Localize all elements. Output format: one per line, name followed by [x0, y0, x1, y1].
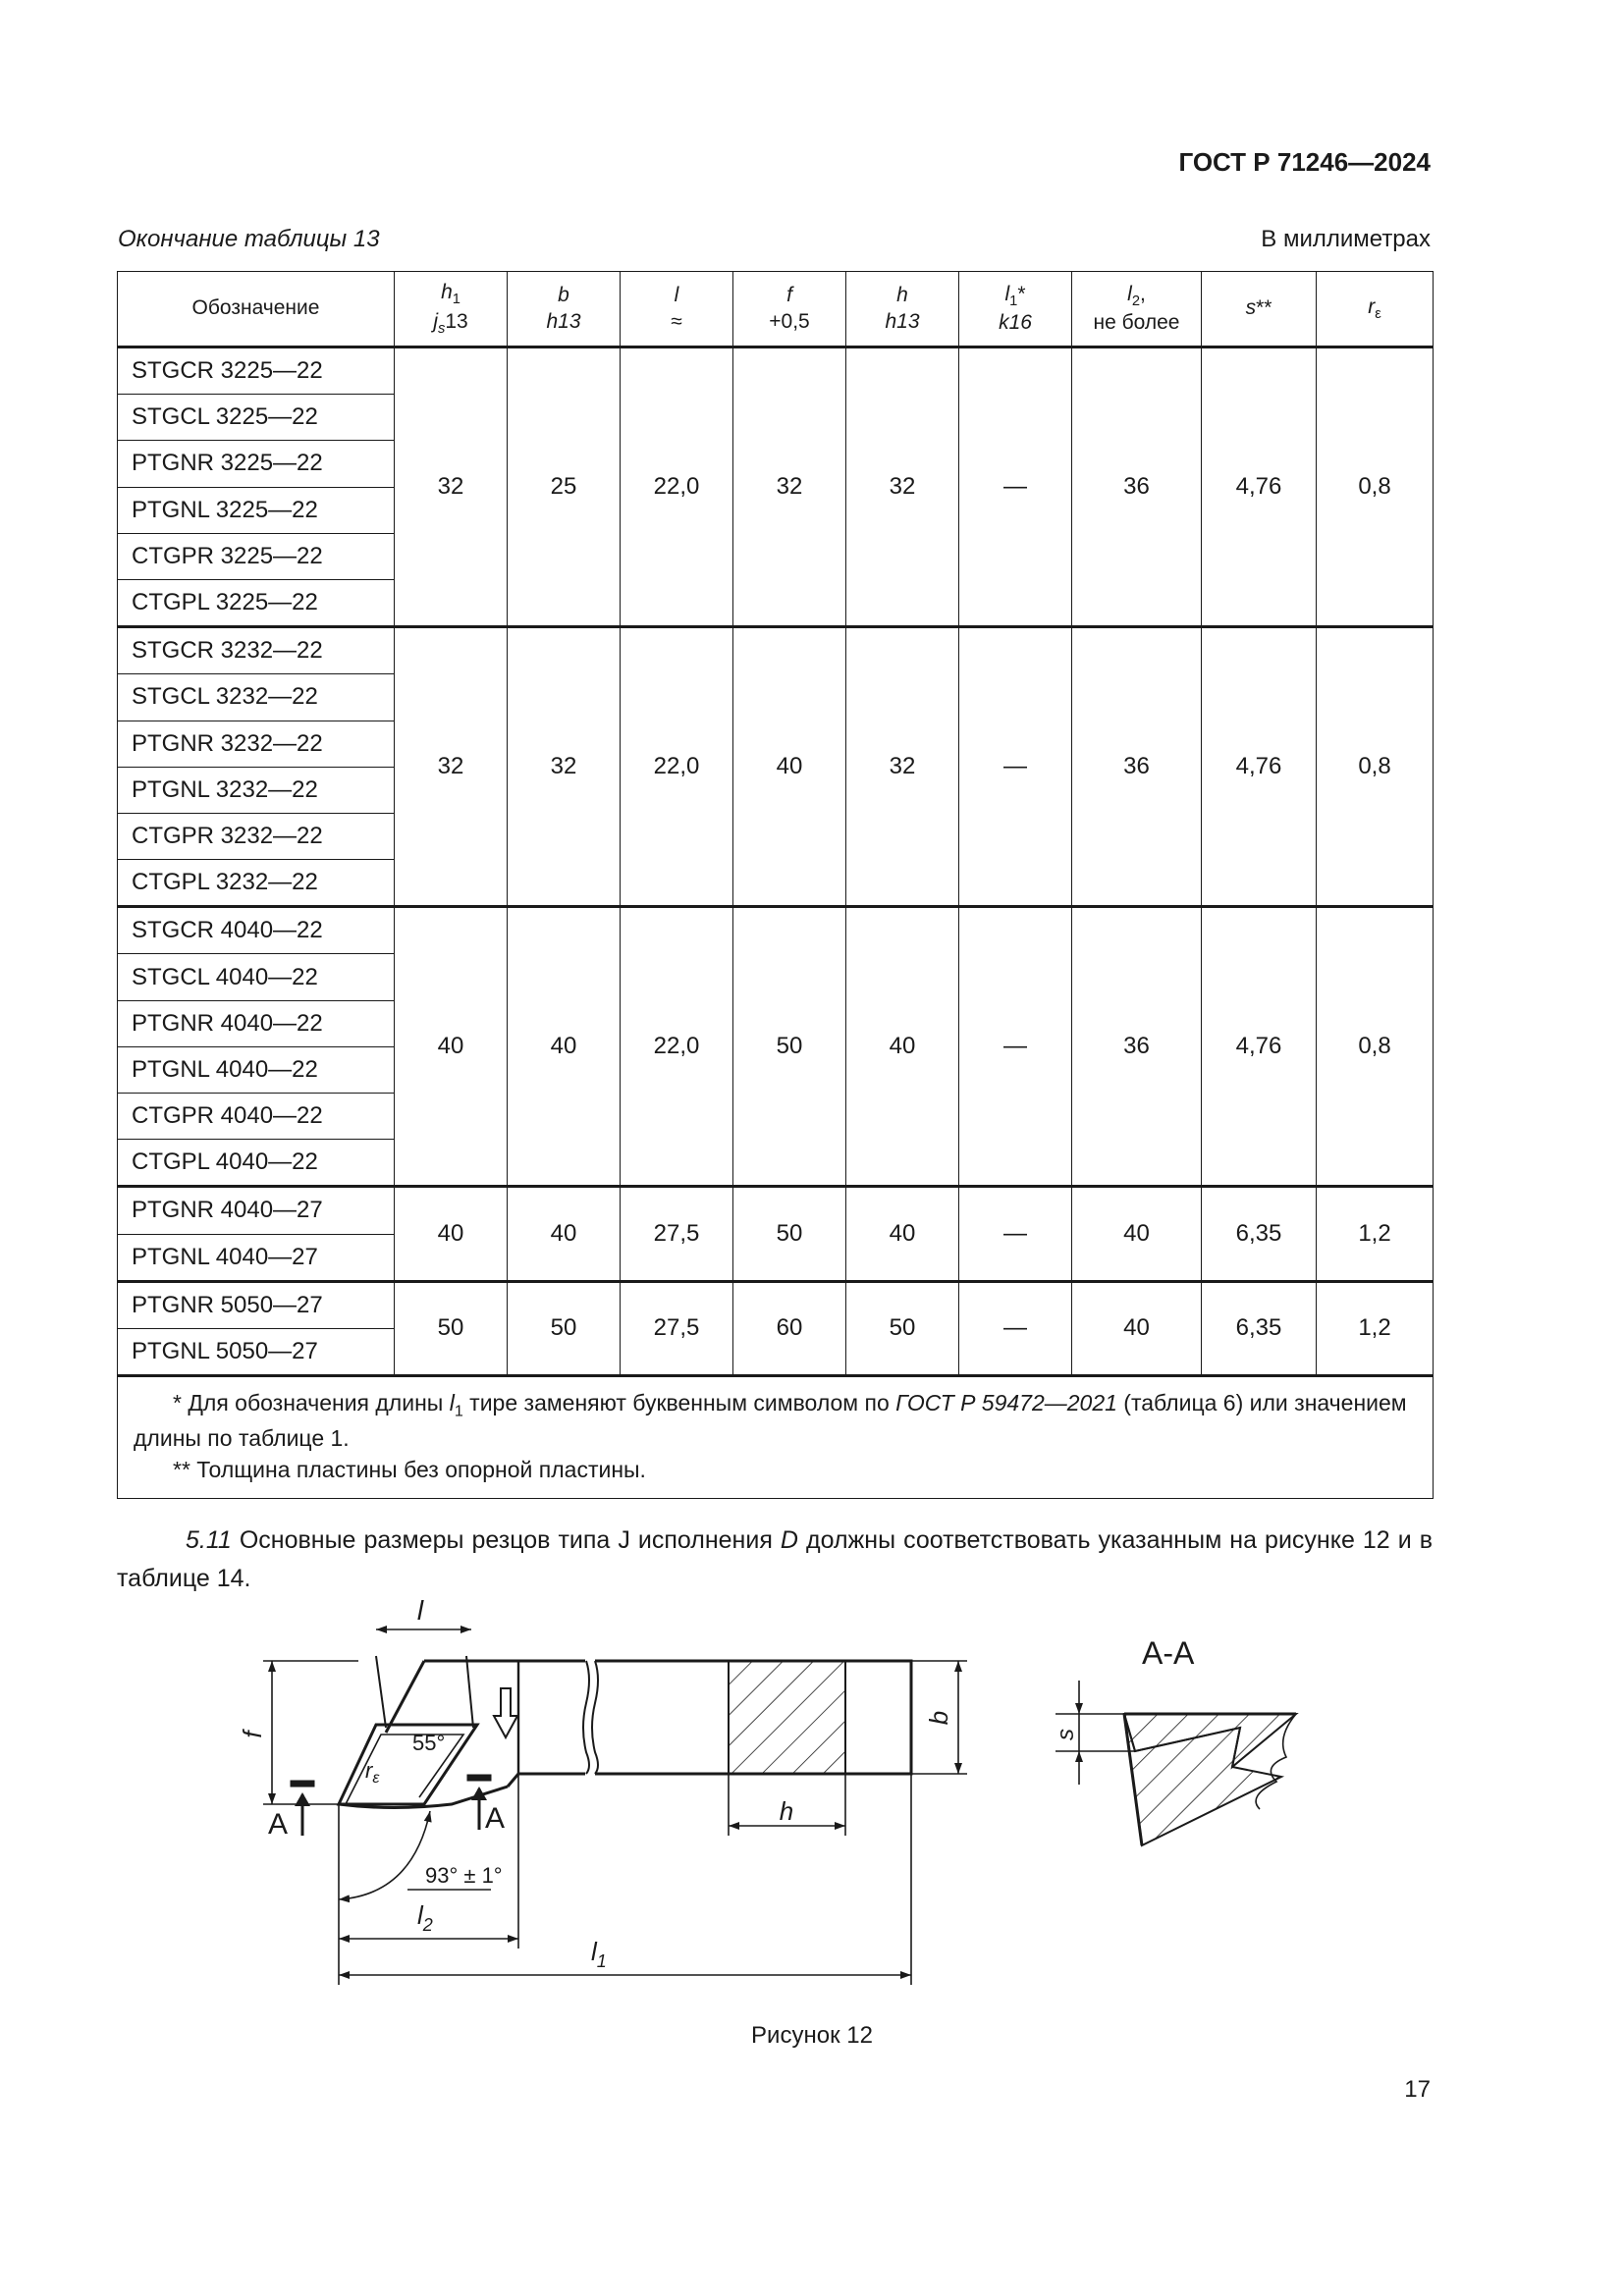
value-cell: 36 — [1072, 627, 1202, 907]
col-header-h: h h13 — [846, 272, 959, 347]
value-cell: 32 — [395, 347, 508, 627]
label-r-epsilon: $r_\varepsilon$ — [365, 1758, 380, 1787]
col-header-h1: $h_1$ $j_s13$ — [395, 272, 508, 347]
designation-cell: PTGNL 4040—22 — [118, 1046, 395, 1093]
designation-cell: PTGNL 3232—22 — [118, 767, 395, 813]
value-cell: 1,2 — [1317, 1281, 1434, 1375]
label-l: l — [416, 1595, 424, 1626]
col-header-s: s** — [1202, 272, 1317, 347]
value-cell: — — [959, 907, 1072, 1187]
value-cell: 6,35 — [1202, 1187, 1317, 1281]
designation-cell: STGCR 4040—22 — [118, 907, 395, 954]
document-code: ГОСТ Р 71246—2024 — [1178, 147, 1431, 177]
designation-cell: CTGPR 3232—22 — [118, 813, 395, 859]
designation-cell: STGCR 3232—22 — [118, 627, 395, 674]
label-cut-right: A — [485, 1802, 506, 1835]
value-cell: 50 — [733, 1187, 846, 1281]
label-s: s — [1053, 1729, 1079, 1740]
value-cell: — — [959, 347, 1072, 627]
value-cell: 60 — [733, 1281, 846, 1375]
value-cell: 32 — [846, 627, 959, 907]
label-angle-55: 55° — [412, 1731, 446, 1755]
designation-cell: PTGNR 3232—22 — [118, 721, 395, 767]
figure-caption: Рисунок 12 — [751, 2022, 873, 2049]
value-cell: 50 — [395, 1281, 508, 1375]
value-cell: 40 — [395, 1187, 508, 1281]
value-cell: 40 — [846, 1187, 959, 1281]
section-a-a-drawing — [1124, 1714, 1296, 1845]
value-cell: — — [959, 1187, 1072, 1281]
label-b: b — [924, 1710, 953, 1726]
value-cell: — — [959, 627, 1072, 907]
value-cell: 40 — [733, 627, 846, 907]
hatched-section — [729, 1661, 845, 1774]
page-number: 17 — [1404, 2076, 1431, 2103]
designation-cell: CTGPL 3232—22 — [118, 860, 395, 907]
col-header-b: b h13 — [508, 272, 621, 347]
designation-cell: STGCL 4040—22 — [118, 954, 395, 1000]
value-cell: 32 — [395, 627, 508, 907]
footnote-2: ** Толщина пластины без опорной пластины. — [173, 1457, 646, 1483]
value-cell: 32 — [733, 347, 846, 627]
value-cell: 25 — [508, 347, 621, 627]
label-l2: $l_2$ — [417, 1900, 433, 1935]
label-h: h — [779, 1796, 794, 1826]
value-cell: 32 — [846, 347, 959, 627]
value-cell: 22,0 — [621, 907, 733, 1187]
value-cell: 40 — [846, 907, 959, 1187]
value-cell: 40 — [395, 907, 508, 1187]
designation-cell: PTGNL 5050—27 — [118, 1328, 395, 1375]
footnote-1: * Для обозначения длины $l_1$ тире заменяют буквенным символом по ГОСТ Р 59472—2021 (таблица 6) или значением длины по таблице 1. — [134, 1390, 1407, 1452]
break-lines — [583, 1655, 598, 1781]
paragraph-5-11: 5.11 Основные размеры резцов типа J исполнения D должны соответствовать указанным на рисунке 12 и в таблице 14. — [117, 1526, 1434, 1592]
value-cell: 1,2 — [1317, 1187, 1434, 1281]
section-title: А-А — [1142, 1635, 1195, 1671]
section-cut-left — [291, 1781, 314, 1836]
value-cell: 27,5 — [621, 1187, 733, 1281]
designation-cell: PTGNR 4040—22 — [118, 1000, 395, 1046]
value-cell: 50 — [508, 1281, 621, 1375]
value-cell: 4,76 — [1202, 907, 1317, 1187]
value-cell: 50 — [846, 1281, 959, 1375]
table-caption: Окончание таблицы 13 — [118, 226, 380, 252]
value-cell: 40 — [508, 907, 621, 1187]
value-cell: 36 — [1072, 907, 1202, 1187]
value-cell: 22,0 — [621, 627, 733, 907]
value-cell: 36 — [1072, 347, 1202, 627]
value-cell: 22,0 — [621, 347, 733, 627]
col-header-f: f +0,5 — [733, 272, 846, 347]
value-cell: 0,8 — [1317, 627, 1434, 907]
designation-cell: CTGPR 3225—22 — [118, 533, 395, 579]
col-header-l2: $l_2$, не более — [1072, 272, 1202, 347]
label-cut-left: A — [268, 1808, 289, 1841]
value-cell: 40 — [508, 1187, 621, 1281]
designation-cell: CTGPL 4040—22 — [118, 1140, 395, 1187]
value-cell: 32 — [508, 627, 621, 907]
value-cell: — — [959, 1281, 1072, 1375]
value-cell: 4,76 — [1202, 627, 1317, 907]
value-cell: 27,5 — [621, 1281, 733, 1375]
designation-cell: STGCL 3232—22 — [118, 674, 395, 721]
designation-cell: PTGNL 3225—22 — [118, 487, 395, 533]
label-f: f — [238, 1731, 267, 1738]
value-cell: 50 — [733, 907, 846, 1187]
designation-cell: STGCL 3225—22 — [118, 395, 395, 441]
value-cell: 6,35 — [1202, 1281, 1317, 1375]
col-header-l1: $l_1*$ k16 — [959, 272, 1072, 347]
value-cell: 40 — [1072, 1187, 1202, 1281]
designation-cell: PTGNR 4040—27 — [118, 1187, 395, 1234]
value-cell: 0,8 — [1317, 907, 1434, 1187]
value-cell: 40 — [1072, 1281, 1202, 1375]
feed-direction-arrow — [494, 1688, 517, 1737]
units-note: В миллиметрах — [1261, 226, 1431, 252]
label-l1: $l_1$ — [591, 1937, 607, 1971]
designation-cell: CTGPL 3225—22 — [118, 579, 395, 626]
col-header-l: l ≈ — [621, 272, 733, 347]
designation-cell: PTGNR 3225—22 — [118, 441, 395, 487]
col-header-r: $r_\varepsilon$ — [1317, 272, 1434, 347]
value-cell: 4,76 — [1202, 347, 1317, 627]
col-header-designation: Обозначение — [118, 272, 395, 347]
designation-cell: PTGNL 4040—27 — [118, 1234, 395, 1281]
designation-cell: CTGPR 4040—22 — [118, 1094, 395, 1140]
designation-cell: STGCR 3225—22 — [118, 347, 395, 395]
insert-hold-lines — [376, 1656, 473, 1728]
label-angle-93: 93° ± 1° — [425, 1863, 503, 1888]
value-cell: 0,8 — [1317, 347, 1434, 627]
designation-cell: PTGNR 5050—27 — [118, 1281, 395, 1328]
